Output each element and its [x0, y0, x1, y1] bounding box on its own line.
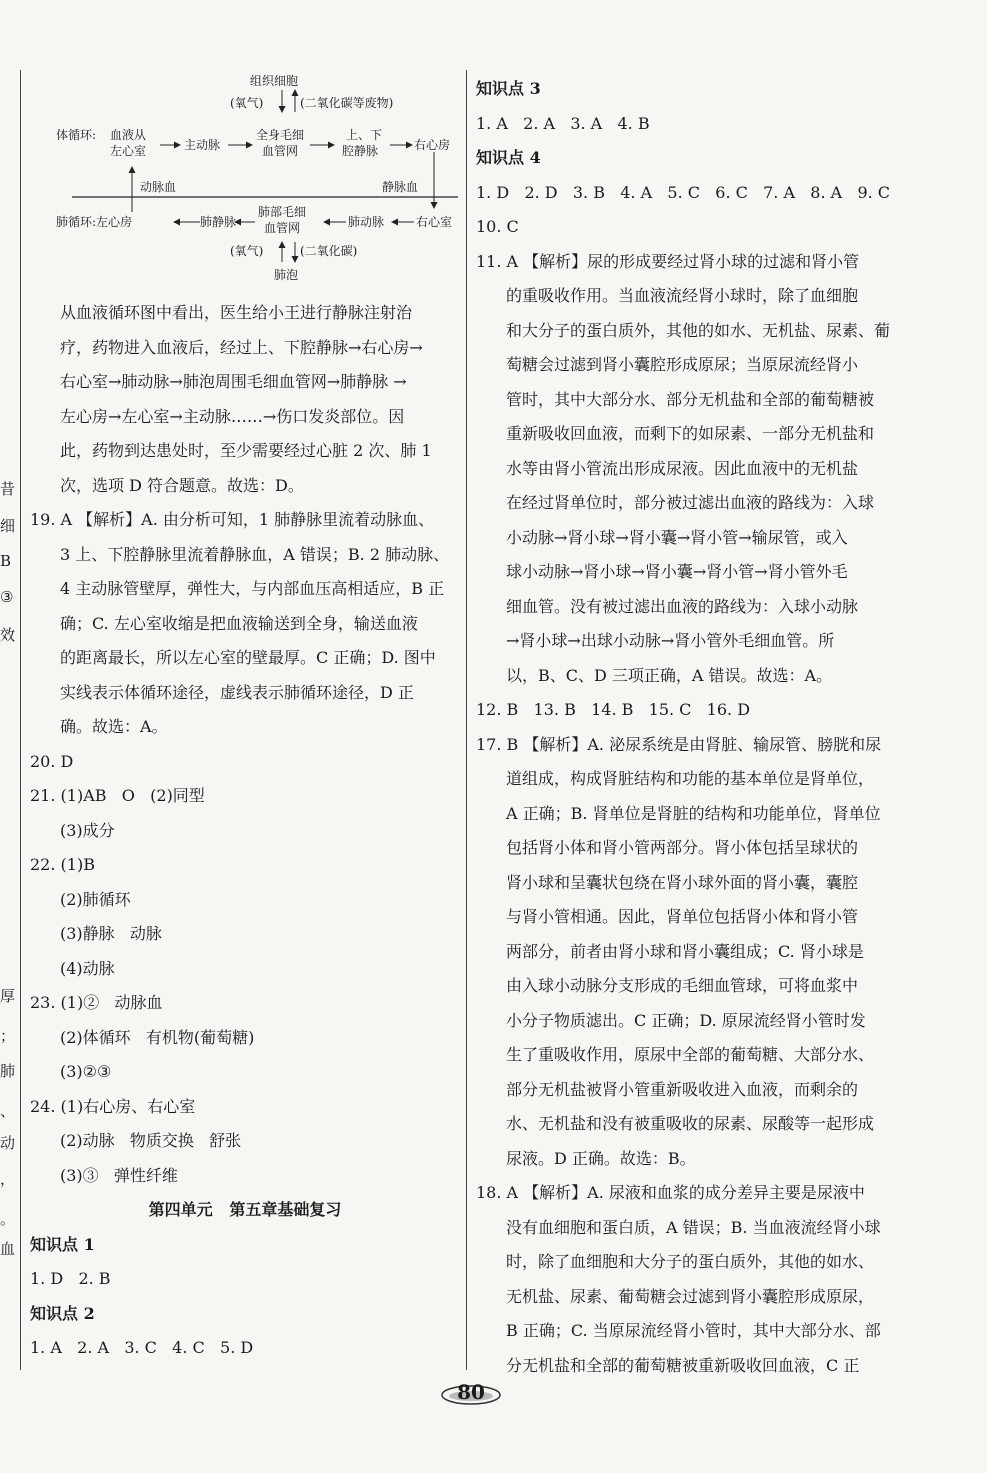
pulmonary-vein-label: 肺静脉 — [200, 215, 237, 229]
edge-char: 厚 — [0, 987, 16, 1005]
text-line: 的重吸收作用。当血液流经肾小球时，除了血细胞 — [506, 286, 859, 305]
answer-17: 17. B 【解析】A. 泌尿系统是由肾脏、输尿管、膀胱和尿 — [476, 734, 882, 754]
edge-char: ； — [0, 1027, 16, 1045]
aorta-label: 主动脉 — [184, 138, 221, 152]
text-line: 从血液循环图中看出，医生给小王进行静脉注射治 — [60, 303, 413, 322]
text-line: 水等由肾小管流出形成尿液。因此血液中的无机盐 — [506, 458, 859, 478]
co2-bottom-label: (二氧化碳) — [300, 244, 358, 258]
left-margin-rule — [20, 70, 21, 1370]
edge-char: 血 — [0, 1240, 16, 1258]
text-line: 以，B、C、D 三项正确，A 错误。故选：A。 — [506, 665, 833, 685]
answer-24: 24. (1)右心房、右心室 — [30, 1096, 196, 1116]
text-line: 管时，其中大部分水、部分无机盐和全部的葡萄糖被 — [506, 389, 875, 409]
text-line: 4 主动脉管壁厚，弹性大，与内部血压高相适应，B 正 — [60, 579, 445, 598]
text-line: 包括肾小体和肾小管两部分。肾小体包括呈球状的 — [506, 838, 859, 857]
systemic-capillary-label-1: 全身毛细 — [256, 128, 305, 142]
text-line: 重新吸收回血液，而剩下的如尿素、一部分无机盐和 — [506, 424, 875, 443]
venae-cavae-label-2: 腔静脉 — [342, 144, 379, 158]
text-line: 12. B 13. B 14. B 15. C 16. D — [476, 700, 751, 719]
text-line: →肾小球→出球小动脉→肾小管外毛细血管。所 — [506, 631, 835, 650]
text-line: (4)动脉 — [60, 958, 115, 978]
text-line: 右心室→肺动脉→肺泡周围毛细血管网→肺静脉 → — [60, 372, 407, 391]
answer-19: 19. A 【解析】A. 由分析可知，1 肺静脉里流着动脉血、 — [30, 510, 435, 529]
text-line: 在经过肾单位时，部分被过滤出血液的路线为：入球 — [506, 493, 875, 512]
text-line: (3)②③ — [60, 1062, 112, 1081]
text-line: 疗，药物进入血液后，经过上、下腔静脉→右心房→ — [60, 337, 423, 357]
section-heading: 第四单元 第五章基础复习 — [148, 1200, 342, 1219]
edge-char: 细 — [0, 517, 16, 535]
pulmonary-capillary-label-2: 血管网 — [264, 221, 301, 235]
text-line: 萄糖会过滤到肾小囊腔形成原尿；当原尿流经肾小 — [506, 355, 859, 374]
left-column — [30, 296, 460, 1366]
text-line: (2)肺循环 — [60, 889, 131, 909]
right-ventricle-label: 右心室 — [416, 215, 453, 229]
edge-char: 、 — [0, 1102, 16, 1120]
answer-23: 23. (1)② 动脉血 — [30, 993, 163, 1012]
right-column — [476, 72, 916, 1383]
answer-11: 11. A 【解析】尿的形成要经过肾小球的过滤和肾小管 — [476, 251, 860, 271]
right-atrium-label: 右心房 — [414, 138, 451, 152]
knowledge-point-heading: 知识点 2 — [30, 1303, 95, 1323]
page-number — [440, 1375, 502, 1409]
text-line: 球小动脉→肾小球→肾小囊→肾小管→肾小管外毛 — [506, 562, 848, 581]
text-line: 确。故选：A。 — [60, 717, 168, 736]
edge-char: 。 — [0, 1210, 16, 1228]
oxygen-top-label: (氧气) — [230, 96, 264, 110]
text-line: 两部分，前者由肾小球和肾小囊组成；C. 肾小球是 — [506, 941, 864, 961]
text-line: (2)动脉 物质交换 舒张 — [60, 1131, 242, 1150]
text-line: 3 上、下腔静脉里流着静脉血，A 错误；B. 2 肺动脉、 — [60, 544, 450, 564]
text-line: 没有血细胞和蛋白质，A 错误；B. 当血液流经肾小球 — [506, 1217, 881, 1237]
text-line: 分无机盐和全部的葡萄糖被重新吸收回血液，C 正 — [506, 1355, 860, 1375]
text-line: (3)静脉 动脉 — [60, 924, 162, 943]
text-line: 部分无机盐被肾小管重新吸收进入血液，而剩余的 — [506, 1079, 859, 1099]
answer-22: 22. (1)B — [30, 855, 95, 874]
text-line: 的距离最长，所以左心室的壁最厚。C 正确；D. 图中 — [60, 648, 436, 667]
edge-char: 效 — [0, 626, 16, 644]
text-line: 和大分子的蛋白质外，其他的如水、无机盐、尿素、葡 — [506, 320, 891, 340]
text-line: 确；C. 左心室收缩是把血液输送到全身，输送血液 — [60, 613, 418, 633]
answer-18: 18. A 【解析】A. 尿液和血浆的成分差异主要是尿液中 — [476, 1183, 865, 1202]
tissue-cells-label: 组织细胞 — [250, 74, 299, 88]
text-line: 生了重吸收作用，原尿中全部的葡萄糖、大部分水、 — [506, 1045, 875, 1064]
text-line: 小动脉→肾小球→肾小囊→肾小管→输尿管，或入 — [506, 527, 848, 547]
blood-from-label: 血液从 — [110, 128, 147, 142]
edge-char: ③ — [0, 588, 14, 606]
edge-char: 动 — [0, 1134, 16, 1152]
arterial-blood-label: 动脉血 — [140, 180, 177, 194]
text-line: 10. C — [476, 217, 519, 236]
page-number-text: 80 — [457, 1380, 485, 1404]
text-line: 道组成，构成肾脏结构和功能的基本单位是肾单位， — [506, 769, 875, 788]
text-line: A 正确；B. 肾单位是肾脏的结构和功能单位，肾单位 — [506, 803, 881, 823]
answer-21: 21. (1)AB O (2)同型 — [30, 786, 205, 805]
text-line: 无机盐、尿素、葡萄糖会过滤到肾小囊腔形成原尿， — [506, 1286, 875, 1306]
left-ventricle-label: 左心室 — [110, 144, 147, 158]
co2-top-label: (二氧化碳等废物) — [300, 96, 394, 110]
systemic-circulation-label: 体循环: — [56, 128, 97, 142]
text-line: 与肾小管相通。因此，肾单位包括肾小体和肾小管 — [506, 907, 859, 926]
text-line: 左心房→左心室→主动脉……→伤口发炎部位。因 — [60, 406, 405, 426]
text-line: (3)成分 — [60, 820, 115, 840]
alveoli-label: 肺泡 — [274, 268, 299, 282]
column-divider — [466, 70, 467, 1370]
knowledge-point-heading: 知识点 3 — [476, 79, 541, 98]
text-line: 水、无机盐和没有被重吸收的尿素、尿酸等一起形成 — [506, 1114, 875, 1133]
text-line: 1. A 2. A 3. A 4. B — [476, 113, 650, 133]
pulmonary-capillary-label-1: 肺部毛细 — [258, 205, 307, 219]
text-line: 1. D 2. B — [30, 1269, 111, 1288]
venous-blood-label: 静脉血 — [382, 180, 419, 194]
text-line: 尿液。D 正确。故选：B。 — [506, 1148, 696, 1168]
text-line: 次，选项 D 符合题意。故选：D。 — [60, 475, 304, 495]
pulmonary-artery-label: 肺动脉 — [348, 215, 385, 229]
text-line: 由入球小动脉分支形成的毛细血管球，可将血浆中 — [506, 976, 859, 995]
text-line: 时，除了血细胞和大分子的蛋白质外，其他的如水、 — [506, 1252, 875, 1271]
edge-char: B — [0, 552, 12, 570]
text-line: 肾小球和呈囊状包绕在肾小球外面的肾小囊，囊腔 — [506, 872, 859, 892]
text-line: (3)③ 弹性纤维 — [60, 1165, 178, 1185]
text-line: B 正确；C. 当原尿流经肾小管时，其中大部分水、部 — [506, 1321, 881, 1340]
edge-char: 肺 — [0, 1062, 16, 1080]
venae-cavae-label-1: 上、下 — [346, 128, 383, 142]
text-line: (2)体循环 有机物(葡萄糖) — [60, 1027, 255, 1047]
oxygen-bottom-label: (氧气) — [230, 244, 264, 258]
text-line: 1. A 2. A 3. C 4. C 5. D — [30, 1338, 254, 1357]
edge-char: 昔 — [0, 480, 16, 498]
answer-20: 20. D — [30, 751, 74, 771]
text-line: 实线表示体循环途径，虚线表示肺循环途径，D 正 — [60, 682, 414, 702]
pulmonary-circulation-label: 肺循环:左心房 — [56, 215, 133, 229]
text-line: 细血管。没有被过滤出血液的路线为：入球小动脉 — [506, 596, 859, 616]
knowledge-point-heading: 知识点 1 — [30, 1234, 95, 1254]
knowledge-point-heading: 知识点 4 — [476, 148, 541, 167]
text-line: 1. D 2. D 3. B 4. A 5. C 6. C 7. A 8. A 9. C — [476, 182, 891, 202]
text-line: 小分子物质滤出。C 正确；D. 原尿流经肾小管时发 — [506, 1010, 866, 1030]
systemic-capillary-label-2: 血管网 — [262, 144, 299, 158]
edge-char: ， — [0, 1170, 16, 1188]
blood-circulation-diagram — [50, 72, 460, 287]
text-line: 此，药物到达患处时，至少需要经过心脏 2 次、肺 1 — [60, 441, 432, 460]
